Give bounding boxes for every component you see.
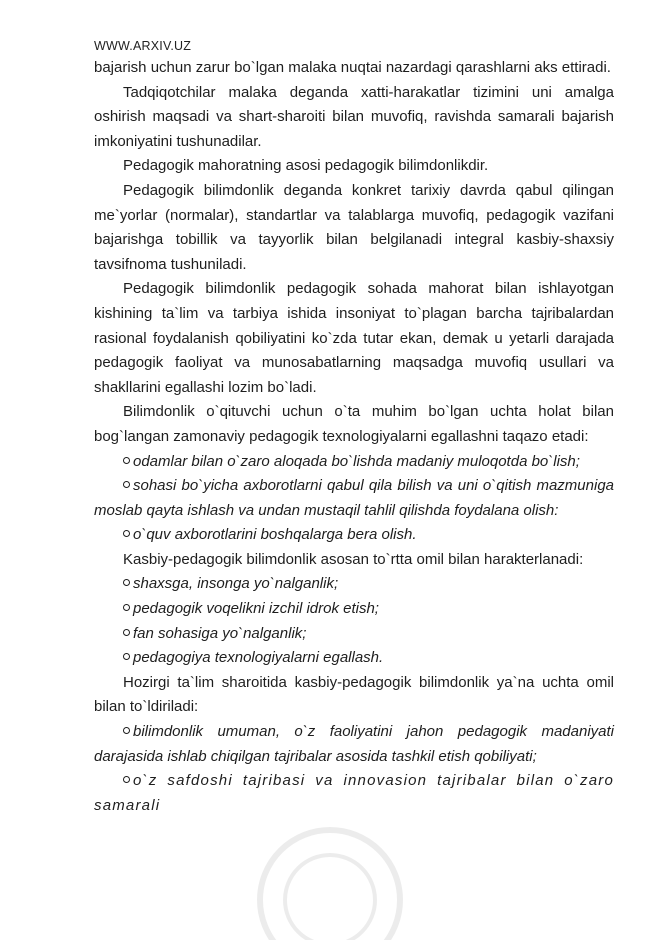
site-header: WWW.ARXIV.UZ xyxy=(94,39,192,53)
bullet-item: pedagogik voqelikni izchil idrok etish; xyxy=(94,597,614,622)
paragraph: Kasbiy-pedagogik bilimdonlik asosan to`rtta omil bilan harakterlanadi: xyxy=(123,550,584,568)
watermark-logo xyxy=(200,820,460,940)
paragraph: Tadqiqotchilar malaka deganda xatti-harakatlar tizimini uni amalga oshirish maqsadi va shart-sharoiti bilan muvofiq, ravishda samarali bajarish imkoniyatini tushunadilar. xyxy=(94,83,614,150)
bullet-item: sohasi bo`yicha axborotlarni qabul qila bilish va uni o`qitish mazmuniga moslab qayta ishlash va undan mustaqil tahlil qilishda foydalana olish: xyxy=(94,474,614,523)
document-body xyxy=(94,56,614,818)
bullet-item: o`quv axborotlarini boshqalarga bera olish. xyxy=(94,523,614,548)
bullet-item: fan sohasiga yo`nalganlik; xyxy=(94,622,614,647)
paragraph: Pedagogik bilimdonlik deganda konkret tarixiy davrda qabul qilingan me`yorlar (normalar), standartlar va talablarga muvofiq, pedagogik vazifani bajarishga tobillik va tayyorlik bilan belgilanadi integral kasbiy-shaxsiy tavsifnoma tushuniladi. xyxy=(94,181,614,273)
paragraph: bajarish uchun zarur bo`lgan malaka nuqtai nazardagi qarashlarni aks ettiradi. xyxy=(94,59,611,76)
paragraph: Bilimdonlik o`qituvchi uchun o`ta muhim bo`lgan uchta holat bilan bog`langan zamonaviy pedagogik texnologiyalarni egallashni taqazo etadi: xyxy=(94,403,614,445)
bullet-item: o`z safdoshi tajribasi va innovasion tajribalar bilan o`zaro samarali xyxy=(94,769,614,818)
bullet-item: shaxsga, insonga yo`nalganlik; xyxy=(94,572,614,597)
bullet-item: odamlar bilan o`zaro aloqada bo`lishda madaniy muloqotda bo`lish; xyxy=(94,450,614,475)
paragraph: Hozirgi ta`lim sharoitida kasbiy-pedagogik bilimdonlik ya`na uchta omil bilan to`ldiriladi: xyxy=(94,673,614,716)
paragraph: Pedagogik mahoratning asosi pedagogik bilimdonlikdir. xyxy=(123,157,489,175)
paragraph: Pedagogik bilimdonlik pedagogik sohada mahorat bilan ishlayotgan kishining ta`lim va tarbiya ishida insoniyat to`plagan barcha tajribalardan rasional foydalanish qobiliyatini ko`zda tutar ekan, demak u yetarli darajada pedagogik faoliyat va munosabatlarning maqsadga muvofiq usullari va shakllarini egallashi lozim bo`ladi. xyxy=(94,280,614,396)
bullet-item: pedagogiya texnologiyalarni egallash. xyxy=(94,646,614,671)
bullet-item: bilimdonlik umuman, o`z faoliyatini jahon pedagogik madaniyati darajasida ishlab chiqilgan tajribalar asosida tashkil etish qobiliyati; xyxy=(94,720,614,769)
